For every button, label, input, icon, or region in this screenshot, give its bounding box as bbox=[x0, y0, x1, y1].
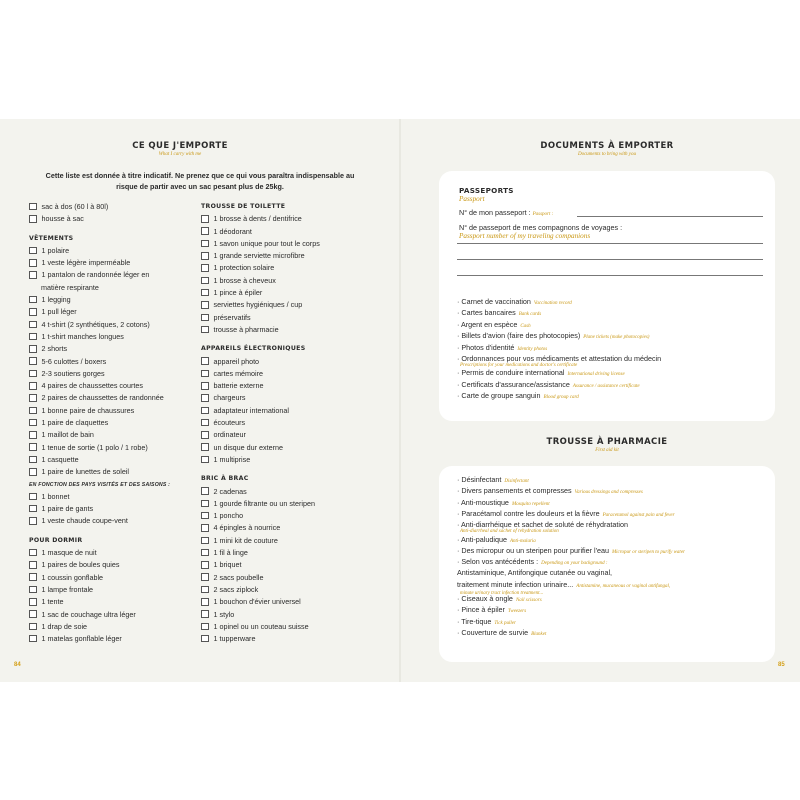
checklist-item-label: adaptateur international bbox=[213, 405, 290, 415]
checklist-item[interactable] bbox=[29, 245, 199, 257]
checklist-item[interactable] bbox=[201, 621, 371, 633]
pharmacie-item-en: Anti-diarrheal and sachet of rehydration solution bbox=[460, 529, 559, 535]
checklist-item[interactable] bbox=[201, 417, 371, 429]
document-item-fr: · Ordonnances pour vos médicaments et attestation du médecin bbox=[457, 354, 662, 363]
checklist-item-label: 2 paires de chaussettes de randonnée bbox=[41, 393, 164, 403]
document-item bbox=[457, 331, 649, 342]
pharmacie-item-en: Blanket bbox=[531, 631, 547, 637]
pharmacie-box bbox=[439, 466, 775, 662]
checklist-item[interactable] bbox=[201, 498, 371, 510]
checklist-column-2 bbox=[201, 201, 371, 645]
document-item bbox=[457, 391, 579, 402]
checklist-item-label: 1 t-shirt manches longues bbox=[41, 331, 124, 341]
checklist-item[interactable] bbox=[201, 368, 371, 380]
pharmacie-item-fr: Antistaminique, Antifongique cutanée ou vaginal, bbox=[457, 568, 613, 578]
checkbox[interactable] bbox=[29, 370, 37, 378]
checklist-item-label: housse à sac bbox=[41, 214, 84, 224]
checkbox[interactable] bbox=[29, 623, 37, 631]
checklist-item-label: 2 cadenas bbox=[213, 486, 247, 496]
checklist-item[interactable] bbox=[201, 596, 371, 608]
checklist-item-label: 2-3 soutiens gorges bbox=[41, 368, 105, 378]
document-item-en: Plane tickets (make photocopies) bbox=[583, 335, 650, 341]
checklist-item-label: écouteurs bbox=[213, 418, 246, 428]
checkbox[interactable] bbox=[201, 370, 209, 378]
checklist-item-label: préservatifs bbox=[213, 312, 251, 322]
checkbox[interactable] bbox=[201, 443, 209, 451]
checkbox[interactable] bbox=[201, 289, 209, 297]
checkbox[interactable] bbox=[29, 586, 37, 594]
passport-number-label bbox=[459, 208, 553, 217]
checklist-item-label: 1 poncho bbox=[213, 511, 244, 521]
checklist-item[interactable] bbox=[29, 503, 199, 515]
checkbox[interactable] bbox=[201, 623, 209, 631]
checklist-item[interactable] bbox=[201, 442, 371, 454]
pharmacie-item-en: Mosquito repellent bbox=[511, 501, 550, 507]
left-page-subtitle: What I carry with me bbox=[158, 152, 202, 157]
checkbox[interactable] bbox=[201, 357, 209, 365]
checkbox[interactable] bbox=[201, 227, 209, 235]
document-item bbox=[457, 320, 531, 331]
companions-line-3[interactable] bbox=[457, 275, 763, 276]
spacer bbox=[201, 466, 371, 473]
checklist-item[interactable] bbox=[29, 633, 199, 645]
companions-line-2[interactable] bbox=[457, 259, 763, 260]
document-item bbox=[457, 380, 640, 391]
document-item-fr: · Argent en espèce bbox=[457, 319, 518, 329]
checklist-item[interactable] bbox=[29, 201, 199, 213]
checkbox[interactable] bbox=[29, 443, 37, 451]
document-item-fr: · Carnet de vaccination bbox=[457, 297, 531, 306]
documents-title: DOCUMENTS À EMPORTER bbox=[540, 141, 674, 151]
checklist-item-label: 1 paire de gants bbox=[41, 504, 94, 514]
page-number-left: 84 bbox=[14, 662, 21, 668]
document-item-fr: · Cartes bancaires bbox=[457, 308, 516, 318]
checklist-item-label: 1 mini kit de couture bbox=[213, 535, 278, 545]
checklist-item[interactable] bbox=[201, 287, 371, 299]
checklist-item[interactable] bbox=[201, 262, 371, 274]
document-item bbox=[457, 308, 541, 319]
checkbox[interactable] bbox=[201, 487, 209, 495]
pharmacie-item-fr: · Ciseaux à ongle bbox=[457, 594, 513, 603]
checkbox[interactable] bbox=[201, 394, 209, 402]
document-item bbox=[457, 368, 625, 379]
checkbox[interactable] bbox=[29, 635, 37, 643]
pharmacie-subtitle: First aid kit bbox=[595, 448, 619, 453]
document-item-en: Assurance / assistance certificate bbox=[572, 383, 640, 389]
checklist-item[interactable] bbox=[29, 442, 199, 454]
checkbox[interactable] bbox=[29, 517, 37, 525]
checklist-item-label: 1 fil à linge bbox=[213, 548, 248, 558]
checklist-item[interactable] bbox=[29, 454, 199, 466]
checkbox[interactable] bbox=[29, 456, 37, 464]
checkbox[interactable] bbox=[29, 357, 37, 365]
checklist-item-label: 1 pull léger bbox=[41, 307, 77, 317]
checklist-column-1 bbox=[29, 201, 199, 645]
checklist-item-label: 1 bonnet bbox=[41, 491, 70, 501]
checklist-item[interactable] bbox=[29, 213, 199, 225]
checklist-item-continuation: matière respirante bbox=[41, 282, 99, 292]
checkbox[interactable] bbox=[29, 561, 37, 569]
pharmacie-item bbox=[457, 520, 628, 534]
checklist-item-label: 4 épingles à nourrice bbox=[213, 523, 281, 533]
checkbox[interactable] bbox=[201, 215, 209, 223]
checklist-item-label: 4 paires de chaussettes courtes bbox=[41, 381, 143, 391]
checkbox[interactable] bbox=[201, 549, 209, 557]
checkbox[interactable] bbox=[201, 512, 209, 520]
checklist-item[interactable] bbox=[29, 609, 199, 621]
pharmacie-item-fr: · Anti-moustique bbox=[457, 497, 509, 507]
checkbox[interactable] bbox=[201, 252, 209, 260]
checkbox[interactable] bbox=[201, 456, 209, 464]
checklist-item-label: 1 protection solaire bbox=[213, 263, 275, 273]
document-item-fr: · Billets d'avion (faire des photocopies) bbox=[457, 331, 581, 341]
checklist-item-label: 1 maillot de bain bbox=[41, 430, 94, 440]
checklist-item[interactable] bbox=[201, 454, 371, 466]
pharmacie-item-fr: · Divers pansements et compresses bbox=[457, 486, 572, 496]
checklist-item[interactable] bbox=[201, 429, 371, 441]
checklist-item[interactable] bbox=[29, 584, 199, 596]
checkbox[interactable] bbox=[29, 382, 37, 390]
pharmacie-item-en: Tick puller bbox=[494, 620, 516, 626]
pharmacie-item-fr: · Paracétamol contre les douleurs et la fièvre bbox=[457, 508, 600, 518]
checklist-item[interactable] bbox=[201, 275, 371, 287]
checkbox[interactable] bbox=[29, 493, 37, 501]
checklist-item-label: 1 bouchon d'évier universel bbox=[213, 597, 301, 607]
passeports-heading-en: Passport bbox=[459, 195, 485, 203]
checklist-item[interactable] bbox=[201, 522, 371, 534]
checkbox[interactable] bbox=[201, 586, 209, 594]
checklist-item[interactable] bbox=[201, 324, 371, 336]
section-note-saisons: EN FONCTION DES PAYS VISITÉS ET DES SAISONS : bbox=[29, 481, 171, 488]
checklist-item[interactable] bbox=[29, 405, 199, 417]
checkbox[interactable] bbox=[201, 326, 209, 334]
checkbox[interactable] bbox=[29, 215, 37, 223]
checklist-item[interactable] bbox=[201, 633, 371, 645]
checklist-item[interactable] bbox=[29, 392, 199, 404]
checklist-item-label: batterie externe bbox=[213, 381, 264, 391]
spacer bbox=[201, 336, 371, 343]
checklist-item-label: 1 paire de claquettes bbox=[41, 418, 109, 428]
section-heading-appareils: APPAREILS ÉLECTRONIQUES bbox=[201, 345, 306, 353]
checklist-item-label: 2 shorts bbox=[41, 344, 68, 354]
checklist-item-label: 1 polaire bbox=[41, 245, 70, 255]
checklist-item-label: 1 veste légère imperméable bbox=[41, 258, 131, 268]
checklist-item[interactable] bbox=[201, 510, 371, 522]
companions-label-en: Passport number of my traveling companions bbox=[459, 232, 591, 240]
checklist-item-label: 5-6 culottes / boxers bbox=[41, 356, 107, 366]
checklist-item[interactable] bbox=[29, 429, 199, 441]
checklist-item-label: un disque dur externe bbox=[213, 442, 284, 452]
checklist-item[interactable] bbox=[201, 405, 371, 417]
pharmacie-item-fr: · Anti-paludique bbox=[457, 534, 507, 544]
page-number-right: 85 bbox=[778, 662, 785, 668]
section-heading-toilette: TROUSSE DE TOILETTE bbox=[201, 203, 286, 210]
checkbox[interactable] bbox=[29, 610, 37, 618]
documents-box bbox=[439, 171, 775, 421]
pharmacie-item bbox=[457, 509, 675, 520]
pharmacie-item-fr: · Tire-tique bbox=[457, 616, 492, 626]
checkbox[interactable] bbox=[29, 271, 37, 279]
checklist-item-label: 1 veste chaude coupe-vent bbox=[41, 516, 128, 526]
document-item-en: Blood group card bbox=[543, 395, 579, 401]
checklist-item-label: 1 masque de nuit bbox=[41, 548, 97, 558]
checkbox[interactable] bbox=[201, 264, 209, 272]
passport-number-line[interactable] bbox=[577, 216, 763, 217]
document-item-en: Cash bbox=[520, 323, 531, 329]
pharmacie-item bbox=[457, 557, 608, 568]
pharmacie-item-en: Various dressings and compresses bbox=[574, 490, 643, 496]
pharmacie-item-fr: · Selon vos antécédents : bbox=[457, 557, 539, 567]
section-heading-dormir: POUR DORMIR bbox=[29, 536, 83, 544]
checkbox[interactable] bbox=[201, 561, 209, 569]
checklist-item[interactable] bbox=[201, 535, 371, 547]
checkbox[interactable] bbox=[29, 345, 37, 353]
checkbox[interactable] bbox=[201, 610, 209, 618]
checklist-item[interactable] bbox=[201, 299, 371, 311]
pharmacie-item-en: Disinfectant bbox=[504, 479, 529, 484]
checklist-item[interactable] bbox=[201, 213, 371, 225]
document-item-fr: · Photos d'identité bbox=[457, 342, 515, 352]
pharmacie-item bbox=[457, 475, 529, 486]
checklist-item-label: 1 brosse à dents / dentifrice bbox=[213, 214, 302, 224]
pharmacie-item-en: minute urinary tract infection treatment... bbox=[460, 590, 544, 596]
document-item-en: Vaccination record bbox=[533, 301, 572, 306]
checklist-item[interactable] bbox=[29, 306, 199, 318]
checklist-item[interactable] bbox=[29, 294, 199, 306]
checkbox[interactable] bbox=[29, 468, 37, 476]
checklist-item-label: 1 matelas gonflable léger bbox=[41, 634, 122, 644]
document-item-en: Identity photos bbox=[517, 346, 548, 352]
checklist-item-label: ordinateur bbox=[213, 430, 246, 440]
pharmacie-item bbox=[457, 617, 516, 628]
pharmacie-item bbox=[457, 568, 612, 577]
checklist-item-label: 1 briquet bbox=[213, 560, 242, 570]
checklist-item[interactable] bbox=[29, 331, 199, 343]
checkbox[interactable] bbox=[201, 277, 209, 285]
checklist-item-label: 1 casquette bbox=[41, 454, 79, 464]
passport-number-en: Passport : bbox=[532, 212, 554, 217]
checkbox[interactable] bbox=[201, 419, 209, 427]
pharmacie-item bbox=[457, 486, 643, 497]
checklist-item-label: serviettes hygiéniques / cup bbox=[213, 300, 303, 310]
checklist-item-label: 1 paires de boules quies bbox=[41, 560, 120, 570]
document-item bbox=[457, 297, 572, 308]
checkbox[interactable] bbox=[29, 308, 37, 316]
checklist-item[interactable] bbox=[201, 356, 371, 368]
checkbox[interactable] bbox=[29, 394, 37, 402]
checklist-item-label: 1 savon unique pour tout le corps bbox=[213, 238, 320, 248]
pharmacie-item bbox=[457, 594, 542, 605]
pharmacie-item bbox=[457, 628, 546, 639]
checkbox[interactable] bbox=[201, 431, 209, 439]
pharmacie-item-en: Paracetamol against pain and fever bbox=[602, 512, 675, 518]
checklist-item-label: 1 legging bbox=[41, 295, 71, 305]
passport-number-fr: N° de mon passeport : bbox=[459, 208, 531, 217]
pharmacie-item-fr: · Pince à épiler bbox=[457, 605, 505, 615]
checklist-item[interactable] bbox=[29, 417, 199, 429]
book-spread bbox=[0, 119, 800, 682]
pharmacie-item-fr: · Anti-diarrhéique et sachet de soluté de réhydratation bbox=[457, 520, 629, 530]
checklist-item[interactable] bbox=[29, 380, 199, 392]
checkbox[interactable] bbox=[201, 573, 209, 581]
document-item bbox=[457, 343, 547, 354]
document-item-fr: · Carte de groupe sanguin bbox=[457, 391, 541, 401]
checklist-item-label: 1 sac de couchage ultra léger bbox=[41, 609, 136, 619]
checklist-item[interactable] bbox=[29, 559, 199, 571]
checkbox[interactable] bbox=[201, 240, 209, 248]
document-item-fr: · Certificats d'assurance/assistance bbox=[457, 379, 570, 389]
checklist-item-label: 1 pince à épiler bbox=[213, 288, 263, 298]
checklist-item[interactable] bbox=[201, 584, 371, 596]
checklist-item-label: sac à dos (60 l à 80l) bbox=[41, 202, 109, 211]
checklist-item[interactable] bbox=[29, 368, 199, 380]
checklist-item[interactable] bbox=[29, 466, 199, 478]
spacer bbox=[29, 226, 199, 233]
checklist-item[interactable] bbox=[29, 596, 199, 608]
checkbox[interactable] bbox=[201, 524, 209, 532]
checklist-item-label: 1 brosse à cheveux bbox=[213, 275, 276, 285]
pharmacie-item-en: Micropur or steripen to purify water bbox=[611, 549, 685, 555]
checklist-item-label: appareil photo bbox=[213, 356, 260, 366]
checkbox[interactable] bbox=[201, 301, 209, 309]
checkbox[interactable] bbox=[201, 382, 209, 390]
checklist-item[interactable] bbox=[201, 380, 371, 392]
checklist-item[interactable] bbox=[29, 515, 199, 527]
checkbox[interactable] bbox=[29, 321, 37, 329]
left-page-title: CE QUE J'EMPORTE bbox=[132, 141, 228, 151]
checkbox[interactable] bbox=[29, 549, 37, 557]
checklist-item-label: 1 paire de lunettes de soleil bbox=[41, 467, 130, 477]
checkbox[interactable] bbox=[201, 500, 209, 508]
pharmacie-item bbox=[457, 546, 685, 557]
checklist-item[interactable] bbox=[29, 621, 199, 633]
document-item bbox=[457, 354, 661, 368]
checklist-item[interactable] bbox=[201, 226, 371, 238]
checklist-item-label: 1 stylo bbox=[213, 609, 235, 619]
checkbox[interactable] bbox=[29, 419, 37, 427]
checkbox[interactable] bbox=[201, 407, 209, 415]
checklist-item-label: 1 tente bbox=[41, 597, 64, 607]
pharmacie-item bbox=[457, 605, 526, 616]
checkbox[interactable] bbox=[29, 505, 37, 513]
checklist-item-label: 1 bonne paire de chaussures bbox=[41, 405, 135, 415]
checklist-item-label: 1 opinel ou un couteau suisse bbox=[213, 621, 309, 631]
pharmacie-item-fr: · Des micropur ou un steripen pour purifier l'eau bbox=[457, 545, 609, 555]
pharmacie-item-en: Antistamine, mucaneous or vaginal antifungal, bbox=[576, 583, 671, 589]
checklist-item[interactable] bbox=[29, 343, 199, 355]
checklist-item-label: chargeurs bbox=[213, 393, 246, 403]
checklist-item[interactable] bbox=[201, 250, 371, 262]
checklist-item[interactable] bbox=[201, 572, 371, 584]
checkbox[interactable] bbox=[29, 333, 37, 341]
checklist-item[interactable] bbox=[201, 486, 371, 498]
checklist-item-label: 1 pantalon de randonnée léger en bbox=[41, 270, 150, 280]
document-item-fr: · Permis de conduire international bbox=[457, 368, 565, 378]
checklist-item[interactable] bbox=[29, 319, 199, 331]
checklist-item[interactable] bbox=[201, 609, 371, 621]
checklist-item-label: 1 déodorant bbox=[213, 226, 252, 236]
checklist-item-label: 2 sacs ziplock bbox=[213, 584, 259, 594]
checklist-item-label: 1 grande serviette microfibre bbox=[213, 251, 305, 261]
checkbox[interactable] bbox=[29, 431, 37, 439]
pharmacie-item-en: Anti-malaria bbox=[509, 538, 536, 544]
companions-label: N° de passeport de mes compagnons de voyages : bbox=[459, 223, 623, 232]
checkbox[interactable] bbox=[29, 573, 37, 581]
checklist-item-label: 1 tupperware bbox=[213, 634, 256, 644]
checklist-item[interactable] bbox=[29, 572, 199, 584]
checkbox[interactable] bbox=[29, 296, 37, 304]
document-item-en: International driving license bbox=[567, 372, 625, 378]
checklist-item[interactable] bbox=[201, 547, 371, 559]
checklist-item-label: 2 sacs poubelle bbox=[213, 572, 264, 582]
section-heading-bric: BRIC À BRAC bbox=[201, 475, 249, 483]
checklist-item[interactable] bbox=[29, 356, 199, 368]
documents-subtitle: Documents to bring with you bbox=[577, 152, 637, 157]
pharmacie-item bbox=[457, 498, 550, 509]
checklist-item[interactable] bbox=[29, 491, 199, 503]
checkbox[interactable] bbox=[201, 635, 209, 643]
checklist-item-label: 1 gourde filtrante ou un steripen bbox=[213, 498, 315, 508]
checklist-item[interactable] bbox=[29, 257, 199, 269]
pharmacie-item-fr: · Désinfectant bbox=[457, 475, 502, 484]
pharmacie-item bbox=[457, 535, 536, 546]
checklist-item-label: 1 coussin gonflable bbox=[41, 572, 104, 582]
checklist-item[interactable] bbox=[201, 559, 371, 571]
checklist-item-label: 1 lampe frontale bbox=[41, 584, 94, 594]
page-gutter bbox=[399, 119, 401, 682]
checkbox[interactable] bbox=[29, 407, 37, 415]
checkbox[interactable] bbox=[29, 247, 37, 255]
pharmacie-title: TROUSSE À PHARMACIE bbox=[546, 437, 668, 447]
checkbox[interactable] bbox=[201, 537, 209, 545]
checklist-item[interactable] bbox=[201, 392, 371, 404]
spacer bbox=[29, 528, 199, 535]
pharmacie-item-en: Depending on your background : bbox=[541, 561, 608, 567]
pharmacie-item-en: Tweezers bbox=[507, 609, 527, 615]
checklist-item-label: cartes mémoire bbox=[213, 368, 264, 378]
checkbox[interactable] bbox=[29, 203, 37, 211]
pharmacie-item-fr: traitement minute infection urinaire... bbox=[457, 579, 574, 589]
section-heading-vetements: VÊTEMENTS bbox=[29, 234, 74, 242]
checklist-item-label: trousse à pharmacie bbox=[213, 324, 279, 334]
checklist-item[interactable] bbox=[201, 312, 371, 324]
document-item-en: Prescriptions for your medications and doctor's certificate bbox=[460, 363, 578, 368]
checkbox[interactable] bbox=[201, 598, 209, 606]
checkbox[interactable] bbox=[201, 314, 209, 322]
intro-text: Cette liste est donnée à titre indicatif. Ne prenez que ce qui vous paraîtra indispensable au risque de partir avec un sac pesant plus de 25kg. bbox=[45, 171, 355, 191]
document-item-en: Bank cards bbox=[518, 312, 542, 318]
checkbox[interactable] bbox=[29, 259, 37, 267]
companions-line-1[interactable] bbox=[457, 243, 763, 244]
checklist-item-label: 1 drap de soie bbox=[41, 621, 88, 631]
checklist-item[interactable] bbox=[29, 269, 199, 281]
checklist-item[interactable] bbox=[201, 238, 371, 250]
checklist-item-label: 1 multiprise bbox=[213, 454, 251, 464]
checklist-item[interactable] bbox=[29, 547, 199, 559]
checkbox[interactable] bbox=[29, 598, 37, 606]
pharmacie-item-fr: · Couverture de survie bbox=[457, 627, 529, 637]
checklist-item-label: 1 tenue de sortie (1 polo / 1 robe) bbox=[41, 442, 148, 452]
checklist-item-label: 4 t-shirt (2 synthétiques, 2 cotons) bbox=[41, 319, 150, 329]
passeports-heading: PASSEPORTS bbox=[459, 186, 514, 195]
pharmacie-item-en: Nail scissors bbox=[515, 598, 542, 603]
